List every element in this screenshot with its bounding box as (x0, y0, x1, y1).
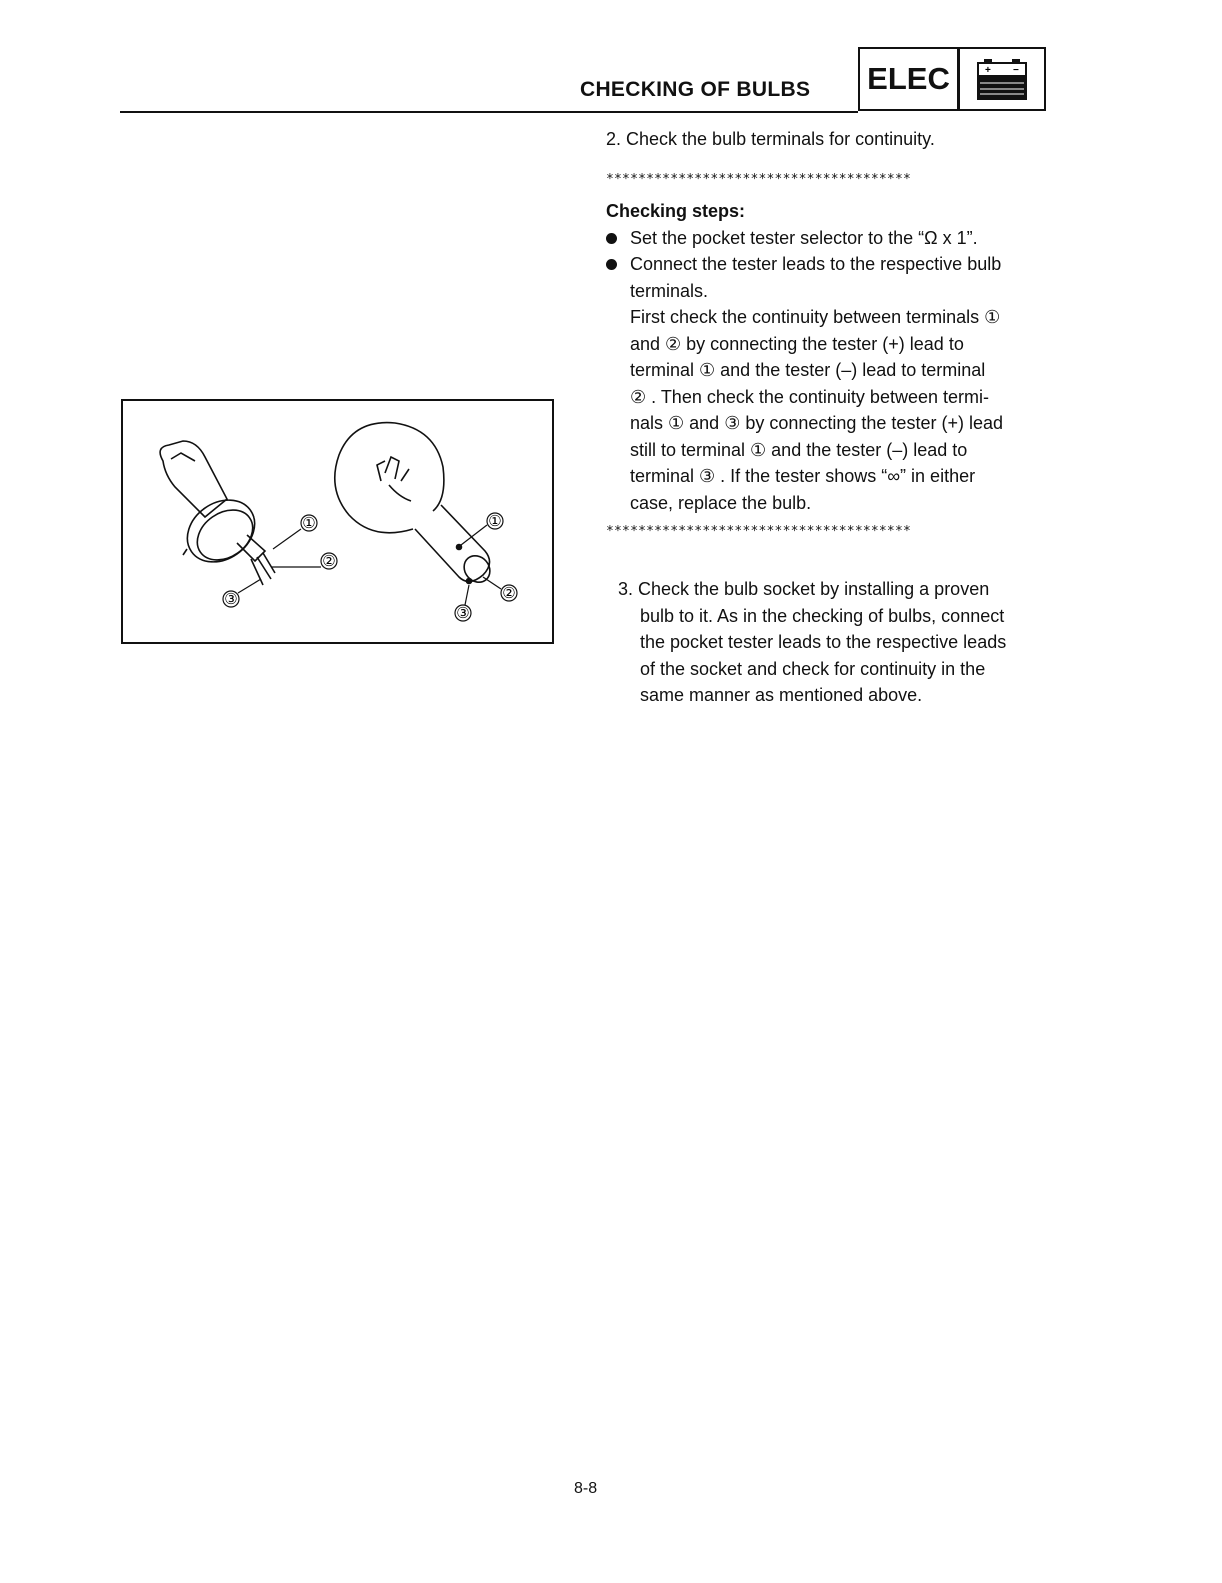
header-rule (120, 111, 858, 113)
bullet-2-line: terminal ① and the tester (–) lead to terminal (630, 360, 986, 380)
section-tab (858, 47, 1046, 111)
bullet-2-line: First check the continuity between terminals ① (630, 307, 1001, 327)
halogen-bulb-drawing (160, 441, 275, 585)
bullet-2-line: ② . Then check the continuity between termi- (630, 386, 989, 407)
page-title: CHECKING OF BULBS (580, 78, 811, 101)
separator-bottom: ************************************** (606, 524, 912, 539)
step-3 (618, 576, 1058, 709)
step-3-line: bulb to it. As in the checking of bulbs, connect (640, 605, 1005, 626)
separator-top: ************************************** (606, 172, 912, 187)
left-callout-labels (223, 515, 337, 608)
bullet-2-line: still to terminal ① and the tester (–) lead to (630, 439, 968, 460)
svg-text:+: + (985, 65, 991, 76)
right-label-3: ③ (456, 605, 470, 622)
tail-bulb-drawing (335, 423, 495, 588)
right-label-1: ① (488, 513, 502, 530)
bullet-2-line: nals ① and ③ by connecting the tester (+) lead (630, 413, 1003, 433)
left-label-3: ③ (224, 591, 238, 608)
bullet-2-line: terminals. (630, 280, 709, 301)
step-3-line: of the socket and check for continuity in the (640, 658, 986, 679)
bullet-2-line: terminal ③ . If the tester shows “∞” in either (630, 466, 976, 486)
battery-icon (960, 49, 1044, 109)
checking-steps (606, 198, 1052, 516)
step-3-line: the pocket tester leads to the respective leads (640, 632, 1007, 652)
step-3-line: same manner as mentioned above. (640, 685, 923, 705)
checking-heading: Checking steps: (606, 201, 746, 221)
bullet-dot (606, 259, 617, 270)
bullet-2-line: Connect the tester leads to the respective bulb (630, 254, 1002, 274)
right-callout-lines (461, 525, 501, 605)
step-2: 2. Check the bulb terminals for continuity. (606, 129, 935, 149)
bullet-1 (606, 225, 1052, 252)
bullet-dot (606, 233, 617, 244)
bullet-2-line: and ② by connecting the tester (+) lead to (630, 333, 964, 354)
page-number: 8-8 (574, 1480, 598, 1497)
left-label-2: ② (322, 553, 336, 570)
section-code: ELEC (860, 49, 960, 109)
bullet-2 (606, 251, 1052, 516)
bullet-1-text: Set the pocket tester selector to the “Ω x 1”. (630, 227, 978, 248)
bullet-2-line: case, replace the bulb. (630, 492, 812, 513)
svg-text:−: − (1013, 65, 1019, 76)
bulb-illustration (123, 401, 552, 642)
step-3-line: 3. Check the bulb socket by installing a proven (618, 579, 990, 599)
right-label-2: ② (502, 585, 516, 602)
left-label-1: ① (302, 515, 316, 532)
bulb-figure (121, 399, 554, 644)
